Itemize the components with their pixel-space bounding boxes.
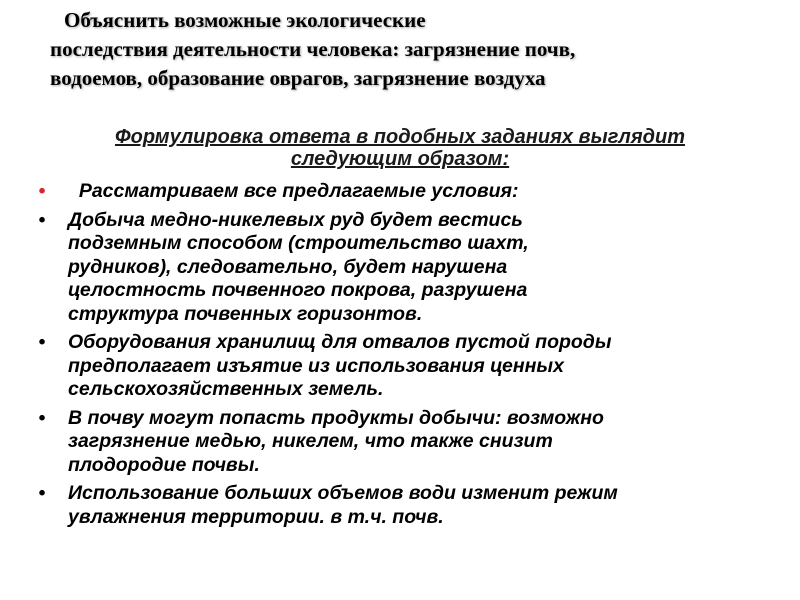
bullet-line: предполагает изъятие из использования ценных bbox=[68, 354, 564, 377]
bullet-line: загрязнение медью, никелем, что также снизит bbox=[68, 430, 553, 452]
bullet-icon: • bbox=[38, 406, 46, 429]
answer-format-heading bbox=[40, 126, 760, 170]
bullet-line: увлажнения территории. в т.ч. почв. bbox=[68, 505, 444, 528]
bullet-icon: • bbox=[38, 331, 46, 353]
bullet-line: В почву могут попасть продукты добычи: возможно bbox=[68, 406, 604, 429]
bullet-line: Оборудования хранилищ для отвалов пустой породы bbox=[68, 331, 612, 353]
subtitle-line: Формулировка ответа в подобных заданиях выглядит bbox=[115, 126, 685, 148]
bullet-item bbox=[34, 180, 774, 204]
bullet-item bbox=[34, 331, 774, 402]
title-line: последствия деятельности человека: загрязнение почв, bbox=[50, 37, 576, 61]
bullet-line: целостность почвенного покрова, разрушена bbox=[68, 279, 528, 301]
bullet-line: Использование больших объемов води изменит режим bbox=[68, 482, 618, 504]
bullet-line: Рассматриваем все предлагаемые условия: bbox=[68, 180, 519, 202]
bullet-line: структура почвенных горизонтов. bbox=[68, 302, 423, 325]
title-line: Объяснить возможные экологические bbox=[64, 8, 426, 32]
answer-bullet-list bbox=[34, 180, 774, 534]
bullet-icon: • bbox=[38, 180, 46, 202]
bullet-item bbox=[34, 482, 774, 529]
bullet-item bbox=[34, 407, 774, 478]
title-line: водоемов, образование оврагов, загрязнение воздуха bbox=[50, 66, 546, 90]
bullet-line: сельскохозяйственных земель. bbox=[68, 378, 384, 400]
bullet-line: подземным способом (строительство шахт, bbox=[68, 232, 529, 254]
slide-title bbox=[50, 6, 770, 93]
bullet-line: плодородие почвы. bbox=[68, 453, 260, 476]
bullet-item bbox=[34, 209, 774, 327]
bullet-line: Добыча медно-никелевых руд будет вестись bbox=[68, 208, 523, 231]
bullet-icon: • bbox=[38, 208, 46, 231]
bullet-line: рудников), следовательно, будет нарушена bbox=[68, 255, 508, 278]
bullet-icon: • bbox=[38, 482, 46, 504]
subtitle-line: следующим образом: bbox=[290, 148, 510, 170]
